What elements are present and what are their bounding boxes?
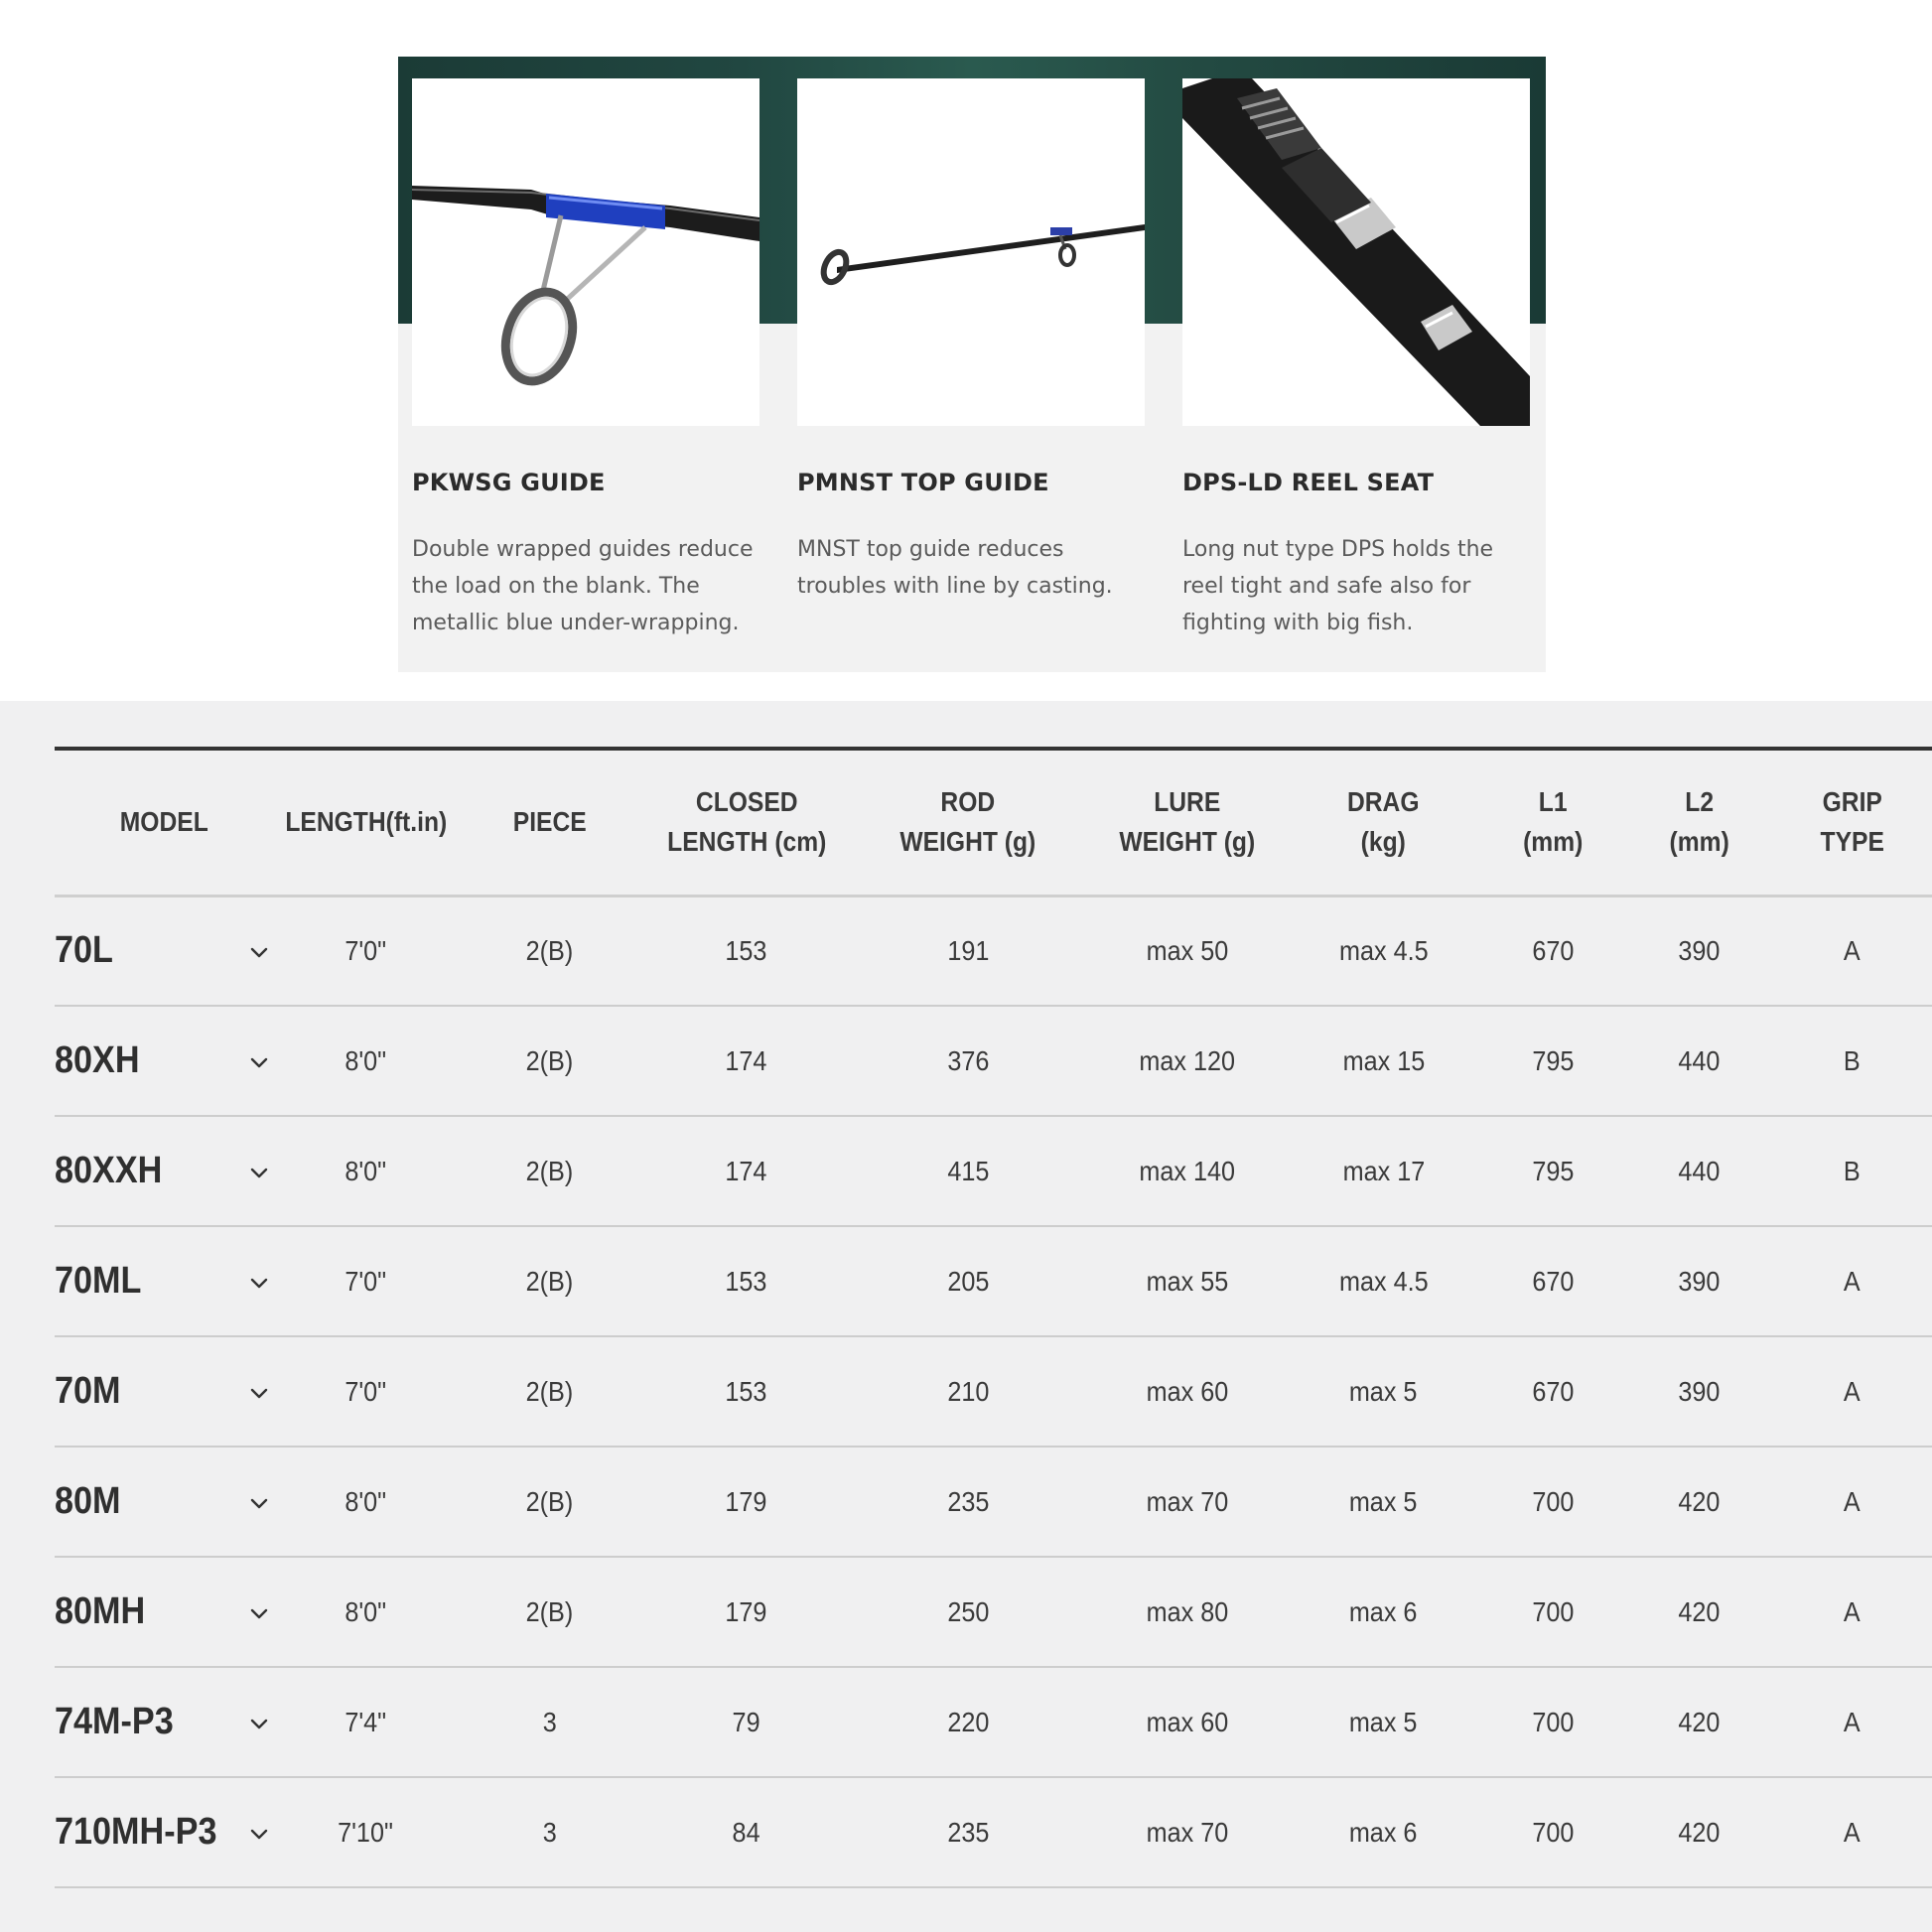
model-name: 80XXH [55, 1150, 163, 1191]
piece-cell: 3 [542, 1816, 557, 1848]
drag-cell: max 17 [1342, 1155, 1425, 1186]
table-row[interactable] [55, 1447, 1932, 1557]
header-drag: DRAG (kg) [1347, 786, 1420, 858]
length-cell: 7'4" [345, 1706, 387, 1737]
model-cell [55, 1006, 243, 1116]
chevron-down-icon[interactable] [248, 1823, 270, 1845]
l2-cell: 390 [1678, 1265, 1721, 1297]
l2-cell: 420 [1678, 1595, 1721, 1627]
length-cell: 8'0" [345, 1485, 387, 1517]
table-row[interactable] [55, 1667, 1932, 1777]
rod-weight-cell: 250 [946, 1595, 989, 1627]
table-row[interactable] [55, 896, 1932, 1006]
length-cell: 7'0" [345, 934, 387, 966]
table-row[interactable] [55, 1116, 1932, 1226]
feature-title: PKWSG GUIDE [412, 469, 606, 496]
table-row[interactable] [55, 1226, 1932, 1336]
reel-seat-photo [1182, 78, 1530, 426]
piece-cell: 2(B) [526, 934, 574, 966]
grip-type-cell: A [1843, 1816, 1861, 1848]
model-name: 710MH-P3 [55, 1811, 217, 1853]
chevron-down-icon[interactable] [248, 1713, 270, 1734]
model-cell [55, 1226, 243, 1336]
closed-length-cell: 174 [725, 1155, 767, 1186]
closed-length-cell: 179 [725, 1485, 767, 1517]
closed-length-cell: 153 [725, 1265, 767, 1297]
lure-weight-cell: max 80 [1146, 1595, 1228, 1627]
lure-weight-cell: max 70 [1146, 1485, 1228, 1517]
expand-toggle[interactable] [243, 1226, 273, 1336]
length-cell: 8'0" [345, 1044, 387, 1076]
table-row[interactable] [55, 1777, 1932, 1887]
feature-title: DPS-LD REEL SEAT [1182, 469, 1435, 496]
l2-cell: 390 [1678, 1375, 1721, 1407]
header-piece: PIECE [512, 806, 587, 838]
table-row[interactable] [55, 1557, 1932, 1667]
lure-weight-cell: max 50 [1146, 934, 1228, 966]
l1-cell: 670 [1531, 1265, 1574, 1297]
chevron-down-icon[interactable] [248, 1492, 270, 1514]
grip-type-cell: A [1843, 1265, 1861, 1297]
model-cell [55, 1336, 243, 1447]
l2-cell: 420 [1678, 1816, 1721, 1848]
model-cell [55, 896, 243, 1006]
drag-cell: max 5 [1349, 1706, 1418, 1737]
l1-cell: 700 [1531, 1485, 1574, 1517]
drag-cell: max 5 [1349, 1485, 1418, 1517]
l1-cell: 700 [1531, 1816, 1574, 1848]
l2-cell: 440 [1678, 1044, 1721, 1076]
drag-cell: max 4.5 [1338, 934, 1429, 966]
top-guide-photo [797, 78, 1145, 426]
rod-weight-cell: 235 [946, 1485, 989, 1517]
length-cell: 8'0" [345, 1595, 387, 1627]
expand-toggle[interactable] [243, 1116, 273, 1226]
l2-cell: 420 [1678, 1485, 1721, 1517]
lure-weight-cell: max 70 [1146, 1816, 1228, 1848]
features-section [398, 57, 1546, 672]
header-rod-weight: ROD WEIGHT (g) [899, 786, 1036, 858]
model-name: 70ML [55, 1260, 142, 1302]
model-name: 70L [55, 929, 113, 972]
drag-cell: max 6 [1349, 1816, 1418, 1848]
l2-cell: 440 [1678, 1155, 1721, 1186]
expand-toggle[interactable] [243, 1336, 273, 1447]
piece-cell: 3 [542, 1706, 557, 1737]
closed-length-cell: 179 [725, 1595, 767, 1627]
model-cell [55, 1116, 243, 1226]
piece-cell: 2(B) [526, 1155, 574, 1186]
feature-description: MNST top guide reduces troubles with line by casting. [797, 537, 1113, 599]
lure-weight-cell: max 120 [1139, 1044, 1235, 1076]
header-length: LENGTH(ft.in) [284, 806, 447, 838]
grip-type-cell: A [1843, 1706, 1861, 1737]
grip-type-cell: A [1843, 1595, 1861, 1627]
drag-cell: max 6 [1349, 1595, 1418, 1627]
model-name: 80XH [55, 1039, 140, 1081]
closed-length-cell: 174 [725, 1044, 767, 1076]
header-l2: L2 (mm) [1669, 786, 1729, 858]
chevron-down-icon[interactable] [248, 1162, 270, 1183]
piece-cell: 2(B) [526, 1265, 574, 1297]
expand-toggle[interactable] [243, 1777, 273, 1887]
rod-weight-cell: 376 [946, 1044, 989, 1076]
grip-type-cell: B [1843, 1044, 1861, 1076]
piece-cell: 2(B) [526, 1485, 574, 1517]
grip-type-cell: B [1843, 1155, 1861, 1186]
model-name: 74M-P3 [55, 1701, 174, 1742]
closed-length-cell: 153 [725, 934, 767, 966]
closed-length-cell: 153 [725, 1375, 767, 1407]
model-cell [55, 1777, 243, 1887]
model-cell [55, 1557, 243, 1667]
table-header-row [55, 749, 1932, 896]
expand-toggle[interactable] [243, 1447, 273, 1557]
table-row[interactable] [55, 1006, 1932, 1116]
closed-length-cell: 84 [732, 1816, 760, 1848]
l1-cell: 795 [1531, 1155, 1574, 1186]
spec-table-section [0, 701, 1932, 1932]
chevron-down-icon[interactable] [248, 1382, 270, 1404]
header-closed-length: CLOSED LENGTH (cm) [666, 786, 826, 858]
drag-cell: max 4.5 [1338, 1265, 1429, 1297]
header-lure-weight: LURE WEIGHT (g) [1119, 786, 1255, 858]
lure-weight-cell: max 55 [1146, 1265, 1228, 1297]
model-cell [55, 1667, 243, 1777]
rod-weight-cell: 235 [946, 1816, 989, 1848]
header-grip-type: GRIP TYPE [1820, 786, 1884, 858]
l1-cell: 670 [1531, 934, 1574, 966]
l1-cell: 700 [1531, 1595, 1574, 1627]
feature-card-top-guide [797, 78, 1145, 605]
expand-toggle[interactable] [243, 1557, 273, 1667]
piece-cell: 2(B) [526, 1375, 574, 1407]
model-name: 80MH [55, 1590, 146, 1632]
feature-description: Double wrapped guides reduce the load on the blank. The metallic blue under-wrapping. [412, 537, 754, 635]
chevron-down-icon[interactable] [248, 941, 270, 963]
chevron-down-icon[interactable] [248, 1272, 270, 1294]
drag-cell: max 15 [1342, 1044, 1425, 1076]
expand-toggle[interactable] [243, 896, 273, 1006]
model-cell [55, 1447, 243, 1557]
grip-type-cell: A [1843, 934, 1861, 966]
lure-weight-cell: max 140 [1139, 1155, 1235, 1186]
length-cell: 8'0" [345, 1155, 387, 1186]
length-cell: 7'10" [338, 1816, 394, 1848]
l2-cell: 390 [1678, 934, 1721, 966]
rod-weight-cell: 220 [946, 1706, 989, 1737]
lure-weight-cell: max 60 [1146, 1706, 1228, 1737]
spec-table [55, 747, 1932, 1888]
expand-toggle[interactable] [243, 1006, 273, 1116]
length-cell: 7'0" [345, 1265, 387, 1297]
l1-cell: 795 [1531, 1044, 1574, 1076]
rod-weight-cell: 415 [946, 1155, 989, 1186]
rod-weight-cell: 191 [946, 934, 989, 966]
expand-toggle[interactable] [243, 1667, 273, 1777]
l2-cell: 420 [1678, 1706, 1721, 1737]
header-l1: L1 (mm) [1522, 786, 1584, 858]
l1-cell: 670 [1531, 1375, 1574, 1407]
feature-title: PMNST TOP GUIDE [797, 469, 1049, 496]
piece-cell: 2(B) [526, 1044, 574, 1076]
closed-length-cell: 79 [732, 1706, 760, 1737]
feature-card-reel-seat [1182, 78, 1530, 641]
lure-weight-cell: max 60 [1146, 1375, 1228, 1407]
model-name: 70M [55, 1370, 121, 1412]
grip-type-cell: A [1843, 1485, 1861, 1517]
model-name: 80M [55, 1480, 121, 1522]
grip-type-cell: A [1843, 1375, 1861, 1407]
drag-cell: max 5 [1349, 1375, 1418, 1407]
header-model: MODEL [119, 806, 208, 838]
table-row[interactable] [55, 1336, 1932, 1447]
rod-weight-cell: 210 [946, 1375, 989, 1407]
chevron-down-icon[interactable] [248, 1602, 270, 1624]
length-cell: 7'0" [345, 1375, 387, 1407]
rod-weight-cell: 205 [946, 1265, 989, 1297]
rod-guide-photo [412, 78, 759, 426]
feature-card-guide [412, 78, 759, 641]
l1-cell: 700 [1531, 1706, 1574, 1737]
chevron-down-icon[interactable] [248, 1051, 270, 1073]
feature-description: Long nut type DPS holds the reel tight and safe also for fighting with big fish. [1182, 537, 1494, 635]
piece-cell: 2(B) [526, 1595, 574, 1627]
